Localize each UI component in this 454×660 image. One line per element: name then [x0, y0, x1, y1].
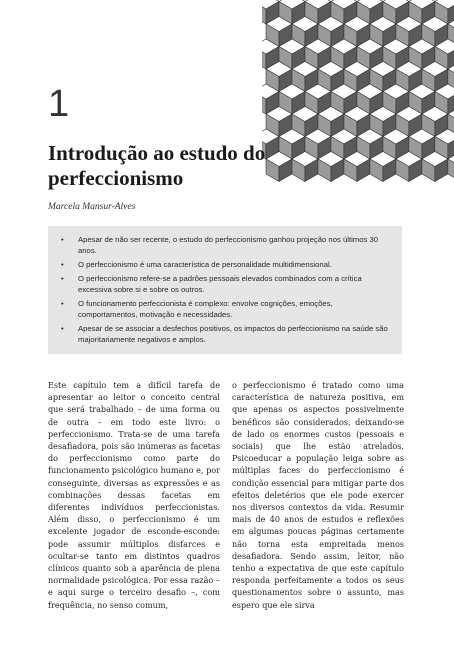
chapter-title-line-2: perfeccionismo — [48, 166, 184, 190]
chapter-title — [48, 141, 308, 191]
bullet-icon: • — [61, 274, 64, 283]
summary-list — [60, 234, 390, 345]
body-column-left: Este capítulo tem a difícil tarefa de apresentar ao leitor o conceito central que será trabalhado – de uma forma ou de outra – em todo este livro: o perfeccionismo. Trata-se de uma tarefa desafiadora, pois são inúmeras as facetas do perfeccionismo como parte do funcionamento psicológico humano e, por conseguinte, diversas as expressões e as combinações dessas facetas em diferentes indivíduos perfeccionistas. Além disso, o perfeccionismo é um excelente jogador de esconde-esconde: pode assumir múltiplos disfarces e ocultar-se tanto em distintos quadros clínicos quanto sob a aparência de plena normalidade psicológica. Por essa razão – e aqui surge o terceiro desafio –, com frequência, no senso comum, — [48, 380, 220, 610]
summary-item-text: Apesar de não ser recente, o estudo do perfeccionismo ganhou projeção nos últimos 30 anos. — [78, 235, 379, 255]
summary-item-text: O funcionamento perfeccionista é complexo: envolve cognições, emoções, comportamentos, motivação e necessidades. — [78, 299, 333, 319]
summary-item-text: O perfeccionismo é uma característica de personalidade multidimensional. — [78, 260, 332, 269]
summary-item-text: Apesar de se associar a desfechos positivos, os impactos do perfeccionismo na saúde são majoritariamente negativos e amplos. — [78, 324, 388, 344]
bullet-icon: • — [61, 260, 64, 269]
summary-item — [60, 323, 390, 345]
summary-item — [60, 273, 390, 295]
summary-item — [60, 298, 390, 320]
summary-item — [60, 234, 390, 256]
chapter-author: Marcela Mansur-Alves — [48, 202, 136, 212]
bullet-icon: • — [61, 299, 64, 308]
body-text — [48, 379, 404, 629]
bullet-icon: • — [61, 324, 64, 333]
cube-left-face — [448, 159, 454, 182]
summary-item — [60, 259, 390, 270]
chapter-title-line-1: Introdução ao estudo do — [48, 141, 266, 165]
bullet-icon: • — [61, 235, 64, 244]
summary-item-text: O perfeccionismo refere-se a padrões pessoais elevados combinados com a crítica excessiva sobre si e sobre os outros. — [78, 274, 362, 294]
chapter-number: 1 — [48, 83, 70, 125]
chapter-summary-box — [48, 226, 402, 354]
body-column-right: o perfeccionismo é tratado como uma característica de natureza positiva, em que apenas os aspectos possivelmente benéficos são considerados, deixando-se de lado os enormes custos (pessoais e sociais) que lhe estão atrelados. Psicoeducar a população leiga sobre as múltiplas faces do perfeccionismo é condição essencial para mitigar parte dos efeitos deletérios que ele pode exercer nos diversos contextos da vida. Resumir mais de 40 anos de estudos e reflexões em algumas poucas páginas certamente não torna esta empreitada menos desafiadora. Sendo assim, leitor, não tenho a expectativa de que este capítulo responda perfeitamente a todos os seus questionamentos sobre o assunto, mas espero que ele sirva — [232, 380, 404, 610]
